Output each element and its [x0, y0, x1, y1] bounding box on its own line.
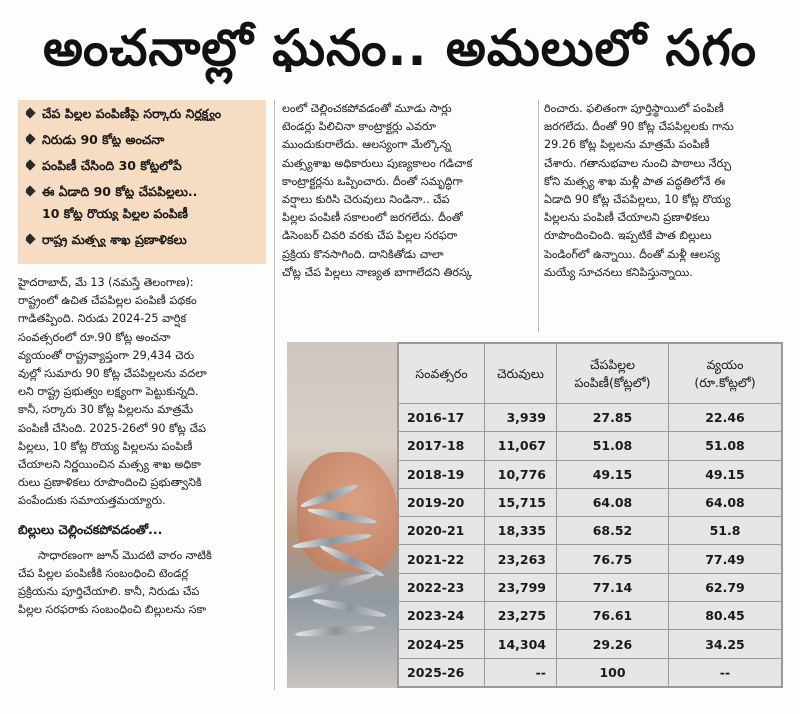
- cell-fingerlings: 27.85: [557, 404, 669, 432]
- cell-ponds: 23,799: [485, 573, 557, 601]
- diamond-bullet-icon: [26, 233, 36, 244]
- cell-year: 2025-26: [399, 658, 485, 686]
- table-row: [399, 573, 782, 601]
- article-line: పిల్లలు, 10 కోట్ల రొయ్య పిల్లలను పంపిణీ: [18, 439, 193, 453]
- cell-expense: 64.08: [669, 488, 782, 516]
- cell-fingerlings: 64.08: [557, 488, 669, 516]
- article-line: పిల్లల సరఫరాకు సంబంధించి బిల్లులను సకా: [18, 603, 207, 617]
- article-line: వుల్లో సుమారు 90 కోట్ల చేపపిల్లలను వదలా: [18, 367, 207, 381]
- article-line: ప్రక్రియను పూర్తిచేయాలి. కానీ, నిరుడు చేప: [18, 585, 200, 599]
- article-line: వర్షాలు కురిసి చెరువులు నిండినా.. చేప: [282, 193, 450, 207]
- article-line: చేప పిల్లల పంపిణీకి సంబంధించి టెండర్ల: [18, 567, 189, 581]
- table-row: [399, 545, 782, 573]
- cell-year: 2018-19: [399, 460, 485, 488]
- article-line: చేశారు. గతానుభవాల నుంచి పాఠాలు నేర్చు: [544, 156, 732, 170]
- article-line: వ్యయంతో రాష్ట్రవ్యాప్తంగా 29,434 చెరు: [18, 348, 195, 362]
- article-line: జరగలేదు. దీంతో 90 కోట్ల చేపపిల్లలకు గాను: [544, 120, 734, 134]
- article-column-2: [282, 100, 532, 282]
- table-row: [399, 658, 782, 686]
- fish-image: [295, 624, 375, 639]
- column-divider: [538, 100, 539, 332]
- highlight-item: ఈ ఏడాది 90 కోట్ల చేపపిల్లలు..: [26, 184, 260, 199]
- cell-expense: 22.46: [669, 404, 782, 432]
- highlights-box: [18, 100, 266, 264]
- cell-fingerlings: 29.26: [557, 630, 669, 658]
- cell-expense: 77.49: [669, 545, 782, 573]
- cell-ponds: 23,263: [485, 545, 557, 573]
- cell-fingerlings: 68.52: [557, 517, 669, 545]
- cell-ponds: 23,275: [485, 602, 557, 630]
- cell-expense: 80.45: [669, 602, 782, 630]
- cell-year: 2021-22: [399, 545, 485, 573]
- article-line: చేయాలని నిర్ణయించిన మత్స్య శాఖ అధికా: [18, 458, 201, 472]
- cell-year: 2020-21: [399, 517, 485, 545]
- article-line: రూపొందించింది. ఇప్పటికే పాత బిల్లులు: [544, 229, 712, 243]
- article-line: డిసెంబర్ చివరి వరకు చేప పిల్లల సరఫరా: [282, 229, 458, 243]
- cell-fingerlings: 77.14: [557, 573, 669, 601]
- cell-fingerlings: 51.08: [557, 432, 669, 460]
- article-line: లంలో చెల్లించకపోవడంతో మూడు సార్లు: [282, 102, 452, 115]
- cell-year: 2022-23: [399, 573, 485, 601]
- subheading: బిల్లులు చెల్లించకపోవడంతో...: [18, 521, 163, 537]
- cell-fingerlings: 49.15: [557, 460, 669, 488]
- cell-expense: 62.79: [669, 573, 782, 601]
- header-year: సంవత్సరం: [399, 344, 485, 404]
- cell-ponds: 3,939: [485, 404, 557, 432]
- header-fingerlings: చేపపిల్లల పంపిణీ(కోట్లలో): [557, 344, 669, 404]
- table-row: [399, 517, 782, 545]
- article-line: మయ్యే సూచనలు కనిపిస్తున్నాయి.: [544, 265, 693, 279]
- cell-year: 2017-18: [399, 432, 485, 460]
- cell-ponds: --: [485, 658, 557, 686]
- cell-expense: 51.08: [669, 432, 782, 460]
- article-line: 29.26 కోట్ల పిల్లలను మాత్రమే పంపిణీ: [544, 138, 710, 152]
- article-line: రులు ప్రణాళికలు రూపొందించి ప్రభుత్వానికి: [18, 476, 202, 490]
- fish-image: [287, 570, 376, 601]
- article-line: ఏడాది 90 కోట్ల చేపపిల్లలు, 10 కోట్ల రొయ్య: [544, 193, 731, 207]
- article-line: సంవత్సరంలో రూ.90 కోట్ల అంచనా: [18, 330, 171, 344]
- diamond-bullet-icon: [26, 159, 36, 170]
- article-line: ప్రక్రియ కొనసాగింది. దానికితోడు చాలా: [282, 247, 444, 261]
- table-row: [399, 602, 782, 630]
- article-line: సాధారణంగా జూన్ మొదటి వారం నాటికి: [38, 548, 212, 562]
- fish-hand-photo: [287, 342, 397, 688]
- table-row: [399, 488, 782, 516]
- article-line: రాష్ట్రంలో ఉచిత చేపపిల్లల పంపిణీ పథకం: [18, 294, 197, 308]
- cell-fingerlings: 100: [557, 658, 669, 686]
- cell-expense: 51.8: [669, 517, 782, 545]
- highlight-item: రాష్ట్ర మత్స్య శాఖ ప్రణాళికలు: [26, 232, 260, 247]
- cell-year: 2019-20: [399, 488, 485, 516]
- table-row: [399, 460, 782, 488]
- highlight-item: నిరుడు 90 కోట్ల అంచనా: [26, 132, 260, 147]
- cell-ponds: 14,304: [485, 630, 557, 658]
- fish-image: [312, 596, 387, 619]
- article-column-1: [18, 274, 268, 620]
- diamond-bullet-icon: [26, 185, 36, 196]
- cell-ponds: 11,067: [485, 432, 557, 460]
- cell-expense: --: [669, 658, 782, 686]
- article-line: హైదరాబాద్, మే 13 (నమస్తే తెలంగాణ):: [18, 276, 194, 289]
- article-line: గాడితప్పింది. నిరుడు 2024-25 వార్షిక: [18, 312, 187, 326]
- header-ponds: చెరువులు: [485, 344, 557, 404]
- diamond-bullet-icon: [26, 107, 36, 118]
- article-line: లని రాష్ట్ర ప్రభుత్వం లక్ష్యంగా పెట్టుకున్నది.: [18, 385, 199, 399]
- cell-year: 2016-17: [399, 404, 485, 432]
- cell-expense: 34.25: [669, 630, 782, 658]
- table-header-row: [399, 344, 782, 404]
- article-line: చోట్ల చేప పిల్లలు నాణ్యత బాగాలేదని తిరస్క: [282, 265, 473, 279]
- cell-year: 2023-24: [399, 602, 485, 630]
- article-line: పంపేందుకు సమాయత్తమయ్యారు.: [18, 494, 166, 508]
- data-table: [397, 342, 783, 688]
- article-line: కానీ, సర్కారు 30 కోట్ల పిల్లలను మాత్రమే: [18, 403, 194, 417]
- headline: అంచనాల్లో ఘనం.. అమలులో సగం: [42, 19, 757, 77]
- article-line: పంపిణీ చేసింది. 2025-26లో 90 కోట్ల చేప: [18, 421, 206, 435]
- article-column-3: [544, 100, 784, 282]
- cell-year: 2024-25: [399, 630, 485, 658]
- table-row: [399, 432, 782, 460]
- article-line: ముందుకురాలేదు. ఆలస్యంగా మేల్కొన్న: [282, 138, 452, 152]
- header-expense: వ్యయం (రూ.కోట్లలో): [669, 344, 782, 404]
- article-line: పిల్లల పంపిణీ సకాలంలో జరగలేదు. దీంతో: [282, 211, 463, 225]
- table-row: [399, 404, 782, 432]
- table-row: [399, 630, 782, 658]
- article-line: పిల్లలను పంపిణీ చేయాలని ప్రణాళికలు: [544, 211, 710, 225]
- column-divider: [274, 100, 275, 690]
- cell-fingerlings: 76.75: [557, 545, 669, 573]
- article-line: మత్స్యశాఖ అధికారులు పుణ్యకాలం గడిచాక: [282, 156, 473, 170]
- highlight-item: పంపిణీ చేసింది 30 కోట్లలోపే: [26, 158, 260, 173]
- article-line: కోని మత్స్య శాఖ మళ్లీ పాత పద్ధతిలోనే ఈ: [544, 174, 726, 188]
- diamond-bullet-icon: [26, 133, 36, 144]
- article-line: పెండింగ్‌లో ఉన్నాయి. దీంతో మళ్లీ ఆలస్య: [544, 247, 720, 261]
- cell-ponds: 18,335: [485, 517, 557, 545]
- cell-expense: 49.15: [669, 460, 782, 488]
- highlight-item-continued: 10 కోట్ల రొయ్య పిల్లల పంపిణీ: [42, 206, 188, 221]
- article-line: టెండర్లు పిలిచినా కాంట్రాక్టర్లు ఎవరూ: [282, 120, 437, 134]
- cell-ponds: 10,776: [485, 460, 557, 488]
- article-line: కాంట్రాక్టర్లను ఒప్పించారు. దీంతో సమృద్ధిగా: [282, 174, 463, 188]
- highlight-item: చేప పిల్లల పంపిణీపై సర్కారు నిర్లక్ష్యం: [26, 106, 260, 121]
- article-line: రించారు. ఫలితంగా పూర్తిస్థాయిలో పంపిణీ: [544, 102, 724, 115]
- cell-ponds: 15,715: [485, 488, 557, 516]
- cell-fingerlings: 76.61: [557, 602, 669, 630]
